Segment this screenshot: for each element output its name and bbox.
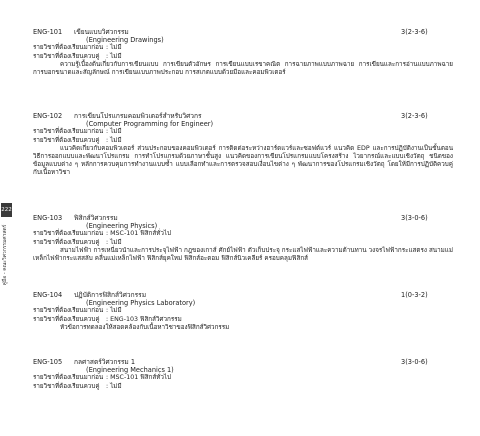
course-credits: 3(3-0-6): [401, 214, 428, 222]
prereq-value: : ไม่มี: [106, 44, 122, 52]
prereq-label: รายวิชาที่ต้องเรียนมาก่อน: [33, 128, 104, 136]
coreq-value: : ไม่มี: [106, 238, 122, 246]
course-eng-103: [33, 214, 453, 263]
prereq-value: : MSC-101 ฟิสิกส์ทั่วไป: [106, 374, 172, 382]
coreq-value: : ไม่มี: [106, 382, 122, 390]
course-thai-name: การเขียนโปรแกรมคอมพิวเตอร์สำหรับวิศวกร: [74, 112, 202, 120]
coreq-label: รายวิชาที่ต้องเรียนควบคู่: [33, 52, 100, 60]
course-english-name: (Computer Programming for Engineer): [86, 120, 214, 129]
page-number: 222: [1, 203, 12, 217]
course-code: ENG-101: [33, 28, 63, 36]
prereq-label: รายวิชาที่ต้องเรียนมาก่อน: [33, 307, 104, 315]
course-code: ENG-105: [33, 358, 63, 366]
coreq-value: : ENG-103 ฟิสิกส์วิศวกรรม: [106, 315, 182, 323]
coreq-label: รายวิชาที่ต้องเรียนควบคู่: [33, 238, 100, 246]
course-code: ENG-104: [33, 291, 63, 299]
prereq-value: : MSC-101 ฟิสิกส์ทั่วไป: [106, 230, 172, 238]
course-credits: 3(3-0-6): [401, 358, 428, 366]
coreq-label: รายวิชาที่ต้องเรียนควบคู่: [33, 382, 100, 390]
course-english-name: (Engineering Mechanics 1): [86, 366, 174, 375]
course-credits: 3(2-3-6): [401, 112, 428, 120]
coreq-label: รายวิชาที่ต้องเรียนควบคู่: [33, 315, 100, 323]
coreq-value: : ไม่มี: [106, 52, 122, 60]
course-code: ENG-102: [33, 112, 63, 120]
prereq-value: : ไม่มี: [106, 128, 122, 136]
course-eng-104: [33, 291, 453, 332]
course-eng-102: [33, 112, 453, 178]
course-english-name: (Engineering Physics Laboratory): [86, 299, 196, 308]
coreq-value: : ไม่มี: [106, 136, 122, 144]
course-thai-name: ปฏิบัติการฟิสิกส์วิศวกรรม: [74, 291, 147, 299]
course-english-name: (Engineering Physics): [86, 222, 158, 231]
course-description: ความรู้เบื้องต้นเกี่ยวกับการเขียนแบบ การเขียนตัวอักษร การเขียนแบบเรขาคณิต การฉายภาพแบบภาพฉาย การเขียนและการอ่านแบบภาพฉาย การบอกขนาดและสัญลักษณ์ การเขียนแบบภาพประกอบ การสเกตแบบด้วยมือและคอมพิวเตอร์: [33, 60, 453, 77]
prereq-label: รายวิชาที่ต้องเรียนมาก่อน: [33, 374, 104, 382]
prereq-label: รายวิชาที่ต้องเรียนมาก่อน: [33, 44, 104, 52]
course-thai-name: เขียนแบบวิศวกรรม: [74, 28, 129, 36]
course-english-name: (Engineering Drawings): [86, 36, 164, 45]
course-eng-105: [33, 358, 453, 391]
course-credits: 3(2-3-6): [401, 28, 428, 36]
prereq-label: รายวิชาที่ต้องเรียนมาก่อน: [33, 230, 104, 238]
course-thai-name: ฟิสิกส์วิศวกรรม: [74, 214, 118, 222]
course-thai-name: กลศาสตร์วิศวกรรม 1: [74, 358, 136, 366]
coreq-label: รายวิชาที่ต้องเรียนควบคู่: [33, 136, 100, 144]
course-description: สนามไฟฟ้า การเหนี่ยวนำและการประจุไฟฟ้า กฎของเกาส์ ศักย์ไฟฟ้า ตัวเก็บประจุ กระแสไฟฟ้าและความต้านทาน วงจรไฟฟ้ากระแสตรง สนามแม่เหล็กไฟฟ้ากระแสสลับ คลื่นแม่เหล็กไฟฟ้า ฟิสิกส์ยุคใหม่ ฟิสิกส์อะตอม ฟิสิกส์นิวเคลียร์ ครอบคลุมฟิสิกส์: [33, 246, 453, 263]
course-credits: 1(0-3-2): [401, 291, 428, 299]
course-eng-101: [33, 28, 453, 77]
prereq-value: : ไม่มี: [106, 307, 122, 315]
course-description: แนวคิดเกี่ยวกับคอมพิวเตอร์ ส่วนประกอบของคอมพิวเตอร์ การติดต่อระหว่างฮาร์ดแวร์และซอฟต์แวร์ แนวคิด EDP และการปฏิบัติงานเป็นขั้นตอน วิธีการออกแบบและพัฒนาโปรแกรม การทำโปรแกรมด้วยภาษาชั้นสูง แนวคิดของการเขียนโปรแกรมแบบโครงสร้าง ไวยากรณ์และแบบเชิงวัตถุ ชนิดของข้อมูลแบบต่าง ๆ หลักการควบคุมการทำงานแบบซ้ำ แบบเลือกทำและการตรวจสอบเงื่อนไขต่าง ๆ พัฒนาการของโปรแกรมเชิงวัตถุ โดยให้มีการปฏิบัติควบคู่กับเนื้อหาวิชา: [33, 144, 453, 177]
sidebar-caption: คู่มือ - คณะวิศวกรรมศาสตร์: [2, 224, 8, 286]
course-description: หัวข้อการทดลองให้สอดคล้องกับเนื้อหาวิชาของฟิสิกส์วิศวกรรม: [60, 323, 230, 331]
course-code: ENG-103: [33, 214, 63, 222]
